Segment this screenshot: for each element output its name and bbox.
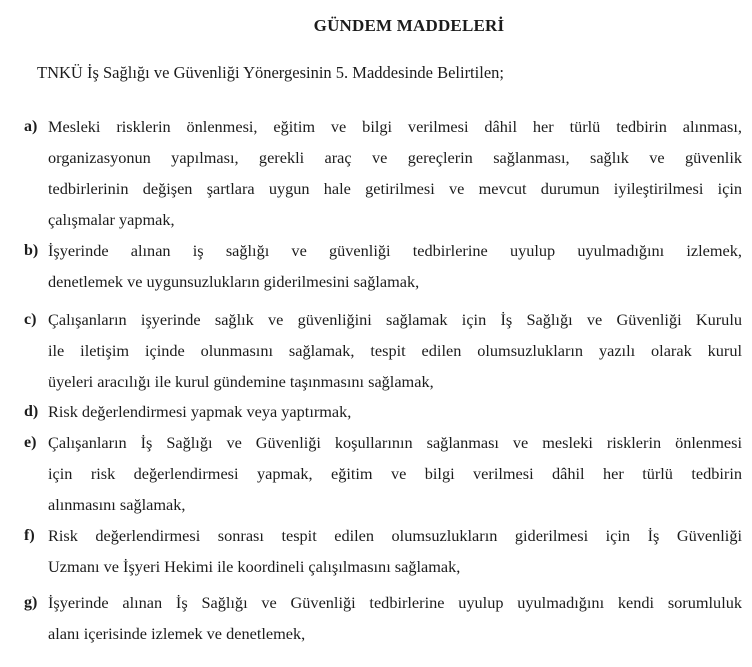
item-line: tedbirlerinin değişen şartlara uygun hale getirilmesi ve mevcut durumun iyileştirilmesi için [48,179,742,198]
item-line: ile iletişim içinde olunmasını sağlamak, tespit edilen olumsuzlukların yazılı olarak kurul [48,341,742,360]
item-text [48,396,742,427]
item-text [48,520,742,582]
item-line: alanı içerisinde izlemek ve denetlemek, [48,624,306,643]
document-title: GÜNDEM MADDELERİ [313,16,505,35]
item-line: İşyerinde alınan iş sağlığı ve güvenliği tedbirlerine uyulup uyulmadığını izlemek, [48,241,742,260]
item-line: Risk değerlendirmesi yapmak veya yaptırmak, [48,402,352,421]
item-text [48,304,742,397]
item-line: Çalışanların işyerinde sağlık ve güvenliğini sağlamak için İş Sağlığı ve Güvenliği Kurulu [48,310,742,329]
item-text [48,427,742,520]
item-line: organizasyonun yapılması, gerekli araç ve gereçlerin sağlanması, sağlık ve güvenlik [48,148,742,167]
item-text [48,235,742,297]
item-line: Uzmanı ve İşyeri Hekimi ile koordineli çalışılmasını sağlamak, [48,557,461,576]
item-line: Risk değerlendirmesi sonrası tespit edilen olumsuzlukların giderilmesi için İş Güvenliği [48,526,742,545]
item-line: üyeleri aracılığı ile kurul gündemine taşınmasını sağlamak, [48,372,434,391]
item-marker: c) [24,311,37,328]
item-marker: b) [24,242,39,259]
item-line: için risk değerlendirmesi yapmak, eğitim ve bilgi verilmesi dâhil her türlü tedbirin [48,464,742,483]
item-line: İşyerinde alınan İş Sağlığı ve Güvenliği tedbirlerine uyulup uyulmadığını kendi sorumluluk [48,593,742,612]
item-marker: d) [24,403,39,420]
item-marker: a) [24,118,38,135]
item-marker: g) [24,594,38,611]
item-text [48,111,742,235]
item-line: alınmasını sağlamak, [48,495,186,514]
item-marker: f) [24,527,35,544]
item-line: çalışmalar yapmak, [48,210,175,229]
intro-text: TNKÜ İş Sağlığı ve Güvenliği Yönergesinin 5. Maddesinde Belirtilen; [37,63,504,82]
item-text [48,587,742,649]
item-marker: e) [24,434,37,451]
item-line: Mesleki risklerin önlenmesi, eğitim ve bilgi verilmesi dâhil her türlü tedbirin alınması, [48,117,742,136]
item-line: denetlemek ve uygunsuzlukların giderilmesini sağlamak, [48,272,420,291]
item-line: Çalışanların İş Sağlığı ve Güvenliği koşullarının sağlanması ve mesleki risklerin önlenmesi [48,433,742,452]
